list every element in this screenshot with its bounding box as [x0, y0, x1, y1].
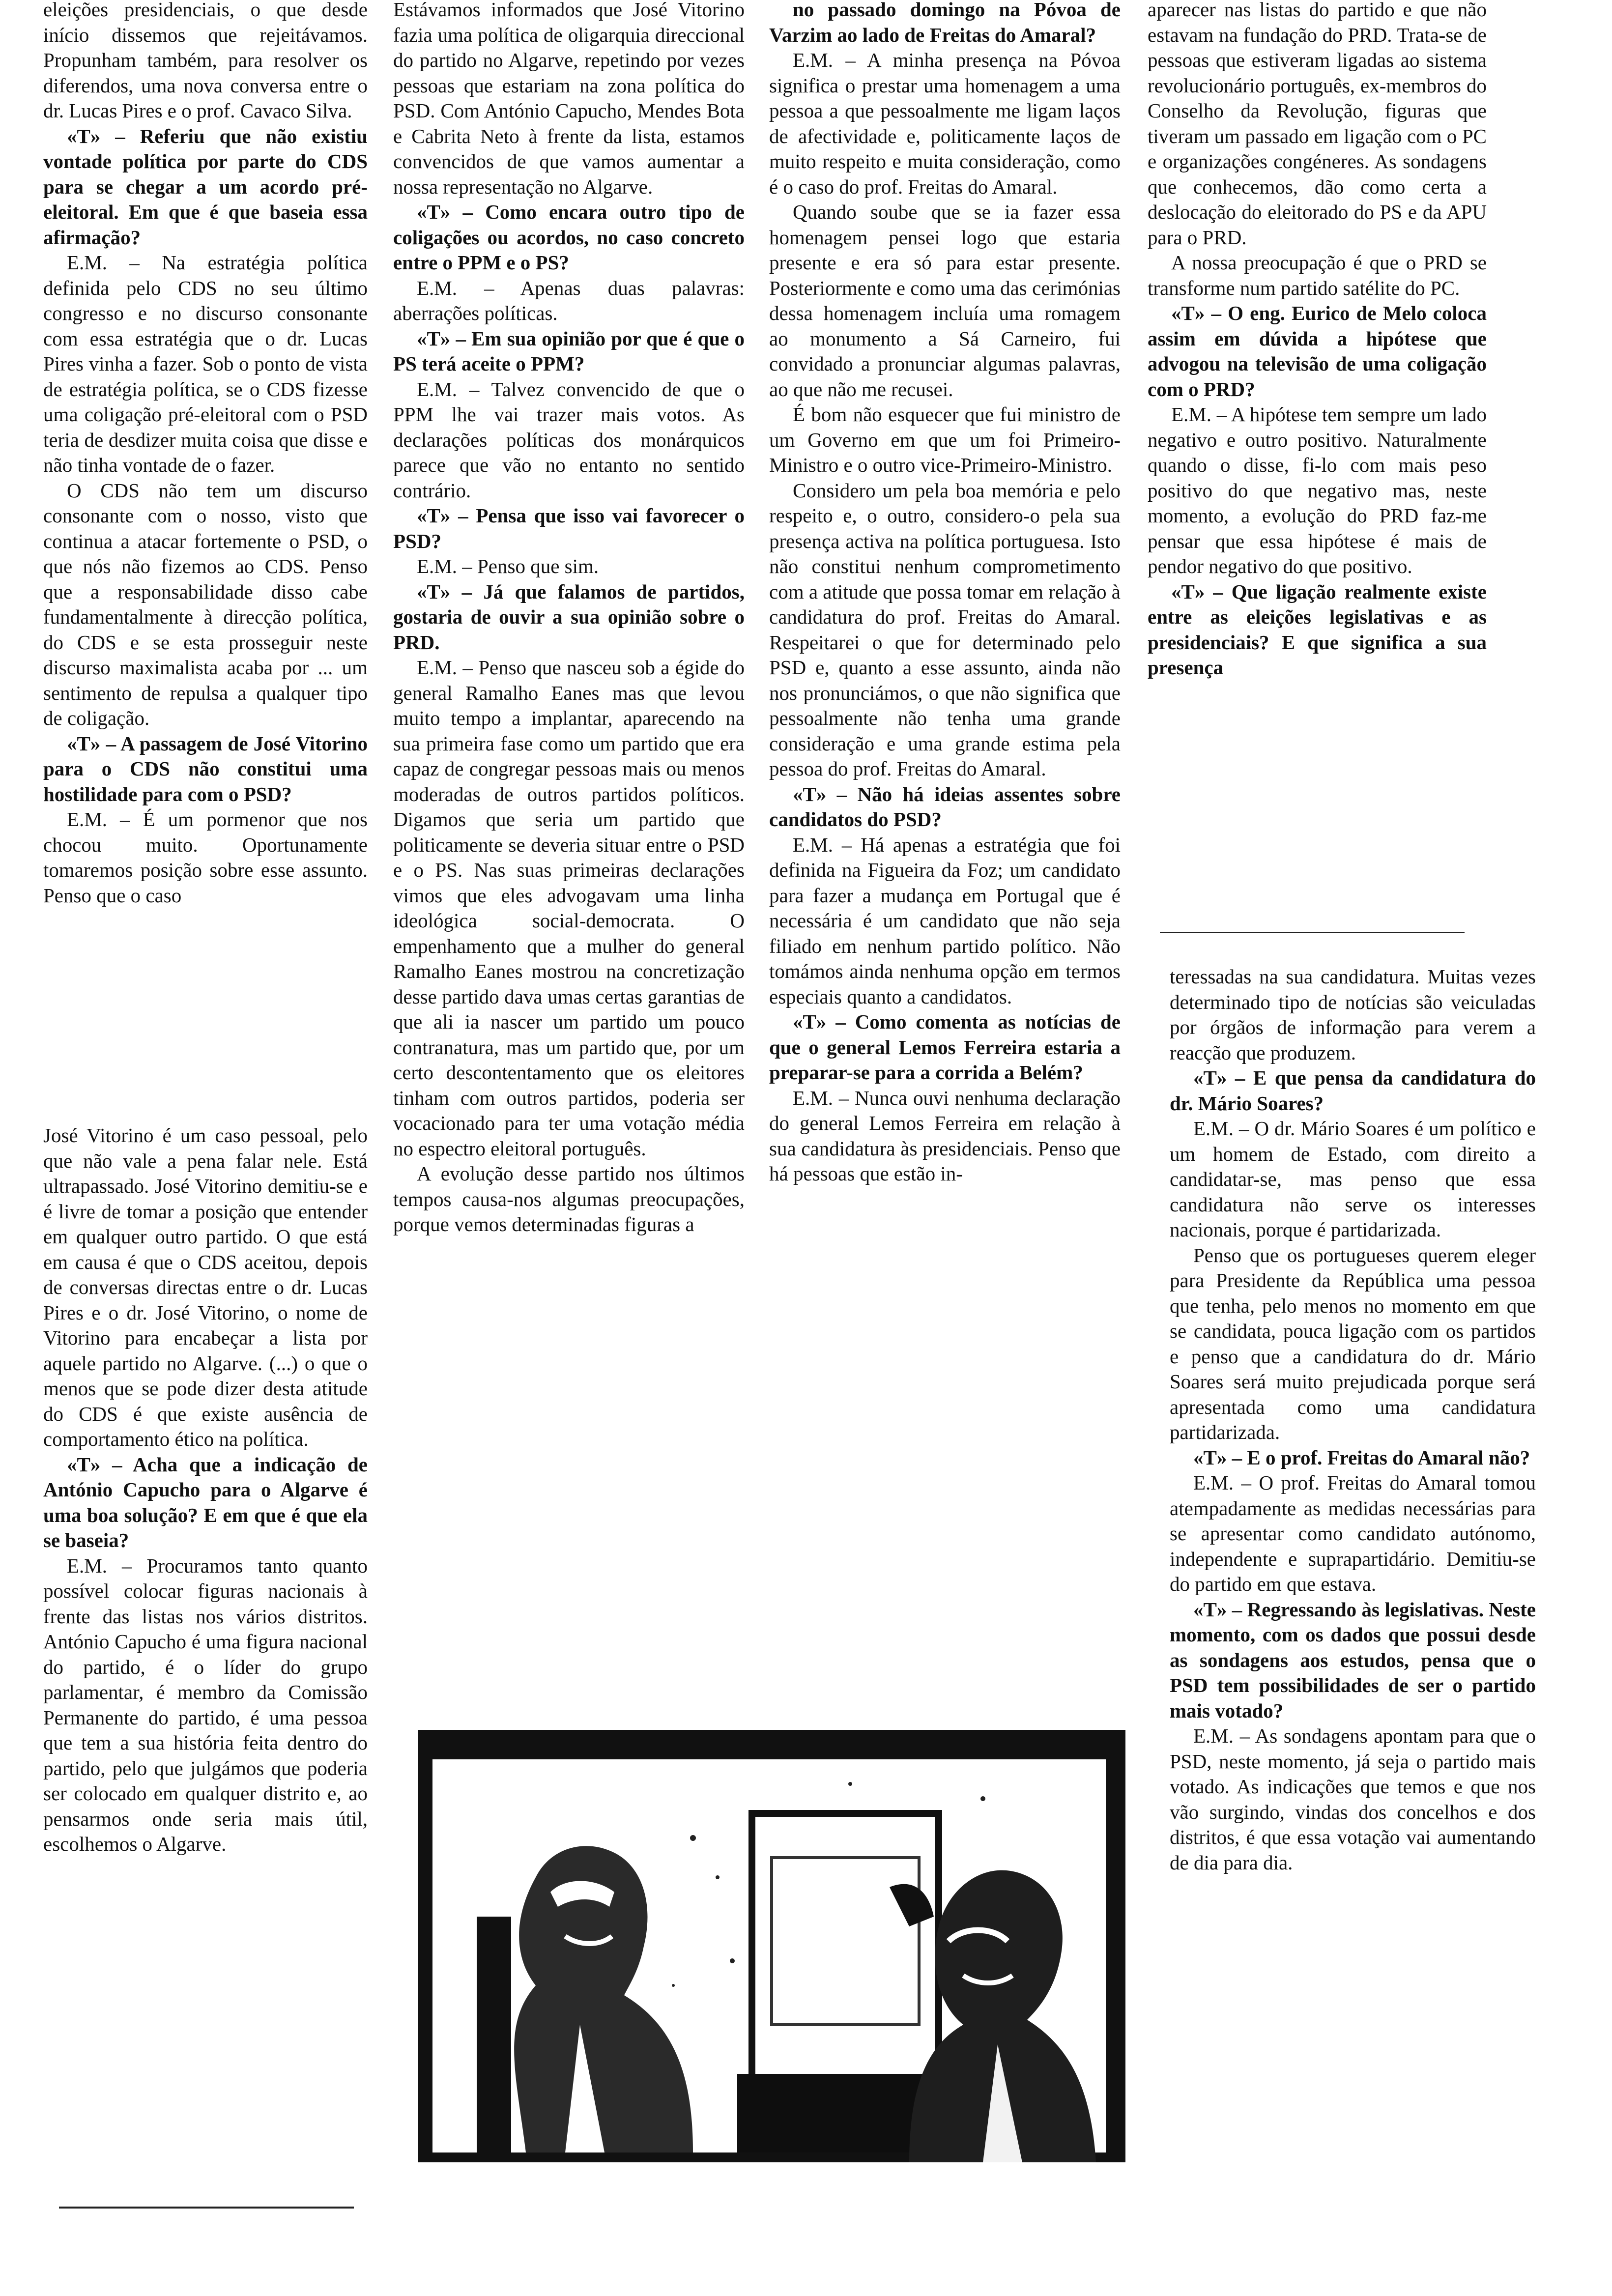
- interview-paragraph: E.M. – Nunca ouvi nenhuma declaração do general Lemos Ferreira em relação à sua candidatura às presidenciais. Penso que há pessoas que estão in-: [769, 1086, 1121, 1185]
- portrait-photo: [418, 1730, 1125, 2162]
- interview-paragraph: E.M. – Procuramos tanto quanto possível colocar figuras nacionais à frente das listas nos vários distritos. António Capucho é uma figura nacional do partido, é o líder do grupo parlamentar, é membro da Comissão Permanente do partido, é uma pessoa que tem a sua história feita dentro do partido, pelo que julgámos que poderia ser colocado em qualquer distrito e, ao pensarmos onde seria mais útil, escolhemos o Algarve.: [43, 1554, 368, 1855]
- interview-paragraph: E.M. – A hipótese tem sempre um lado negativo e outro positivo. Naturalmente quando o disse, fi-lo com mais peso positivo do que negativo mas, neste momento, a evolução do PRD faz-me pensar que essa hipótese é mais de pendor negativo do que positivo.: [1148, 403, 1487, 577]
- interview-question: «T» – Regressando às legislativas. Neste momento, com os dados que possui desde as sondagens aos estudos, pensa que o PSD tem possibilidades de ser o partido mais votado?: [1170, 1598, 1536, 1722]
- column-4-bottom: [1170, 964, 1536, 2222]
- interview-question: «T» – E o prof. Freitas do Amaral não?: [1193, 1446, 1530, 1469]
- interview-paragraph: teressadas na sua candidatura. Muitas vezes determinado tipo de notícias são veiculadas por órgãos de informação para verem a reacção que produzem.: [1170, 965, 1536, 1064]
- interview-paragraph: O CDS não tem um discurso consonante com o nosso, visto que continua a atacar fortemente o PSD, o que nós não fizemos ao CDS. Penso que a responsabilidade disso cabe fundamentalmente à direcção política, do CDS e se esta prosseguir neste discurso maximalista acaba por ... um sentimento de repulsa a qualquer tipo de coligação.: [43, 479, 368, 729]
- interview-question: «T» – E que pensa da candidatura do dr. Mário Soares?: [1170, 1066, 1536, 1115]
- interview-paragraph: Estávamos informados que José Vitorino fazia uma política de oligarquia direccional do partido no Algarve, repetindo por vezes pessoas que estariam na zona política do PSD. Com António Capucho, Mendes Bota e Cabrita Neto à frente da lista, estamos convencidos de que vamos aumentar a nossa representação no Algarve.: [393, 0, 745, 198]
- interview-question: «T» – Referiu que não existiu vontade política por parte do CDS para se chegar a um acordo pré-eleitoral. Em que é que baseia essa afirmação?: [43, 124, 368, 249]
- interview-paragraph: aparecer nas listas do partido e que não estavam na fundação do PRD. Trata-se de pessoas que estiveram ligadas ao sistema revolucionário português, ex-membros do Conselho da Revolução, figuras que tiveram um passado em ligação com o PC e organizações congéneres. As sondagens que conhecemos, dão como certa a deslocação do eleitorado do PS e da APU para o PRD.: [1148, 0, 1487, 249]
- interview-question: «T» – Que ligação realmente existe entre as eleições legislativas e as presidenciais? E que significa a sua presença: [1148, 580, 1487, 679]
- interview-question: «T» – Pensa que isso vai favorecer o PSD?: [393, 504, 745, 552]
- interview-paragraph: E.M. – Penso que nasceu sob a égide do general Ramalho Eanes mas que levou muito tempo a implantar, aparecendo na sua primeira fase como um partido que era capaz de congregar pessoas mais ou menos moderadas de outros partidos políticos. Digamos que seria um partido que politicamente se deveria situar entre o PSD e o PS. Nas suas primeiras declarações vimos que eles advogavam uma linha ideológica social-democrata. O empenhamento que a mulher do general Ramalho Eanes mostrou na concretização desse partido dava umas certas garantias de que ali ia nascer um partido um pouco contranatura, mas um partido que, por um certo descontentamento que os eleitores tinham com outros partidos, poderia ser vocacionado para ter uma votação média no espectro eleitoral português.: [393, 656, 745, 1160]
- column-2: [393, 0, 745, 1638]
- interview-paragraph: E.M. – Talvez convencido de que o PPM lhe vai trazer mais votos. As declarações políticas dos monárquicos parece que vão no entanto no sentido contrário.: [393, 377, 745, 502]
- column-1-top: [43, 0, 368, 1071]
- interview-paragraph: eleições presidenciais, o que desde início dissemos que rejeitávamos. Propunham também, para resolver os diferendos, uma nova conversa entre o dr. Lucas Pires e o prof. Cavaco Silva.: [43, 0, 368, 122]
- interview-paragraph: É bom não esquecer que fui ministro de um Governo em que um foi Primeiro-Ministro e o outro vice-Primeiro-Ministro.: [769, 403, 1121, 476]
- interview-paragraph: E.M. – As sondagens apontam para que o PSD, neste momento, já seja o partido mais votado. As indicações que temos e que nos vão surgindo, vindas dos concelhos e dos distritos, é que essa votação vai aumentando de dia para dia.: [1170, 1724, 1536, 1874]
- interview-paragraph: E.M. – O dr. Mário Soares é um político e um homem de Estado, com direito a candidatar-se, mas penso que essa candidatura não serve os interesses nacionais, porque é partidarizada.: [1170, 1117, 1536, 1241]
- interview-paragraph: E.M. – É um pormenor que nos chocou muito. Oportunamente tomaremos posição sobre esse assunto. Penso que o caso: [43, 808, 368, 907]
- interview-question: «T» – O eng. Eurico de Melo coloca assim em dúvida a hipótese que advogou na televisão de uma coligação com o PRD?: [1148, 302, 1487, 401]
- interview-paragraph: Penso que os portugueses querem eleger para Presidente da República uma pessoa que tenha, pelo menos no momento em que se candidata, pouca ligação com os partidos e penso que a candidatura do dr. Mário Soares será muito prejudicada porque será apresentada como uma candidatura partidarizada.: [1170, 1243, 1536, 1443]
- portrait-photo-graphic: [418, 1730, 1125, 2162]
- interview-paragraph: E.M. – Apenas duas palavras: aberrações políticas.: [393, 276, 745, 324]
- interview-question: «T» – Já que falamos de partidos, gostaria de ouvir a sua opinião sobre o PRD.: [393, 580, 745, 654]
- interview-paragraph: José Vitorino é um caso pessoal, pelo que não vale a pena falar nele. Está ultrapassado. José Vitorino demitiu-se e é livre de tomar a posição que entender em qualquer outro partido. O que está em causa é que o CDS aceitou, depois de conversas directas entre o dr. Lucas Pires e o dr. José Vitorino, o nome de Vitorino para encabeçar a lista por aquele partido no Algarve. (...) o que o menos que se pode dizer desta atitude do CDS é que existe ausência de comportamento ético na política.: [43, 1124, 368, 1450]
- interview-question: no passado domingo na Póvoa de Varzim ao lado de Freitas do Amaral?: [769, 0, 1121, 46]
- interview-paragraph: A evolução desse partido nos últimos tempos causa-nos algumas preocupações, porque vemos determinadas figuras a: [393, 1162, 745, 1235]
- interview-paragraph: E.M. – O prof. Freitas do Amaral tomou atempadamente as medidas necessárias para se apresentar como candidato autónomo, independente e suprapartidário. Demitiu-se do partido em que estava.: [1170, 1471, 1536, 1595]
- column-3: [769, 0, 1121, 1648]
- interview-question: «T» – Em sua opinião por que é que o PS terá aceite o PPM?: [393, 327, 745, 375]
- interview-question: «T» – Acha que a indicação de António Capucho para o Algarve é uma boa solução? E em que é que ela se baseia?: [43, 1453, 368, 1551]
- column-4-top: [1148, 0, 1487, 928]
- interview-paragraph: Considero um pela boa memória e pelo respeito e, o outro, considero-o pela sua presença activa na política portuguesa. Isto não constitui nenhum comprometimento com a atitude que possa tomar em relação à candidatura do prof. Freitas do Amaral. Respeitarei o que for determinado pelo PSD e, quanto a esse assunto, ainda não nos pronunciámos, o que não significa que pessoalmente não tenha uma grande consideração e uma grande estima pela pessoa do prof. Freitas do Amaral.: [769, 479, 1121, 780]
- interview-paragraph: E.M. – Penso que sim.: [417, 555, 599, 577]
- column-1-bottom: [43, 1123, 368, 2197]
- interview-question: «T» – Como encara outro tipo de coligações ou acordos, no caso concreto entre o PPM e o PS?: [393, 201, 745, 274]
- interview-question: «T» – A passagem de José Vitorino para o CDS não constitui uma hostilidade para com o PSD?: [43, 732, 368, 805]
- interview-question: «T» – Como comenta as notícias de que o general Lemos Ferreira estaria a preparar-se para a corrida a Belém?: [769, 1010, 1121, 1084]
- interview-paragraph: E.M. – Na estratégia política definida pelo CDS no seu último congresso e no discurso consonante com essa estratégia que o dr. Lucas Pires vinha a fazer. Sob o ponto de vista de estratégia política, se o CDS fizesse uma coligação pré-eleitoral com o PSD teria de desdizer muita coisa que disse e não tinha vontade de o fazer.: [43, 251, 368, 476]
- interview-paragraph: A nossa preocupação é que o PRD se transforme num partido satélite do PC.: [1148, 251, 1487, 299]
- interview-paragraph: Quando soube que se ia fazer essa homenagem pensei logo que estaria presente e era só para estar presente. Posteriormente e como uma das cerimónias dessa homenagem incluía uma romagem ao monumento a Sá Carneiro, fui convidado a pronunciar algumas palavras, ao que não me recusei.: [769, 201, 1121, 401]
- interview-question: «T» – Não há ideias assentes sobre candidatos do PSD?: [769, 782, 1121, 831]
- interview-paragraph: E.M. – Há apenas a estratégia que foi definida na Figueira da Foz; um candidato para fazer a mudança em Portugal que é necessária é um candidato que não seja filiado em nenhum partido político. Não tomámos ainda nenhuma opção em termos especiais quanto a candidatos.: [769, 833, 1121, 1008]
- column-1-end-rule: [59, 2207, 354, 2209]
- column-4-divider-rule: [1160, 932, 1465, 933]
- interview-paragraph: E.M. – A minha presença na Póvoa significa o prestar uma homenagem a uma pessoa a que pessoalmente me ligam laços de afectividade e, politicamente laços de muito respeito e muita consideração, como é o caso do prof. Freitas do Amaral.: [769, 49, 1121, 198]
